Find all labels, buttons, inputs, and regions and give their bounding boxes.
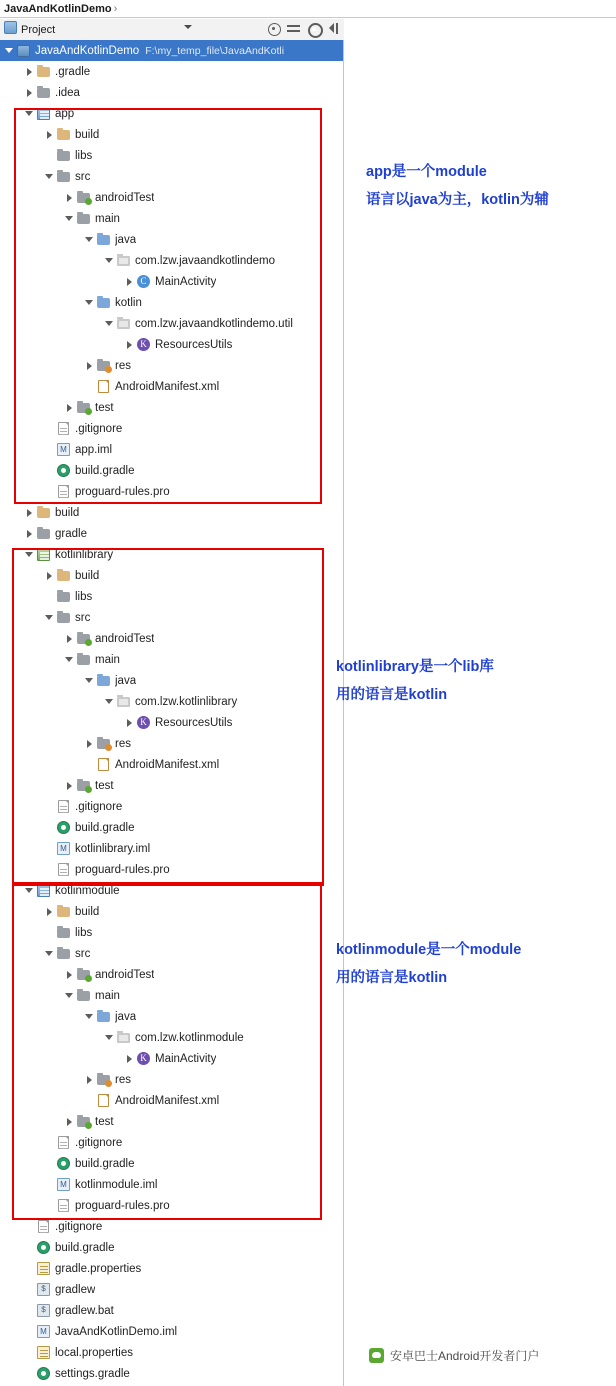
tree-spacer <box>24 1305 35 1316</box>
tree-row[interactable] <box>0 313 343 334</box>
project-icon <box>16 43 31 58</box>
chevron-down-icon[interactable] <box>44 612 55 623</box>
tree-row-label: JavaAndKotlinDemo <box>35 44 140 57</box>
tree-row-label: test <box>95 779 114 792</box>
tree-row[interactable] <box>0 1006 343 1027</box>
tree-row-label: gradlew <box>55 1283 96 1296</box>
chevron-down-icon[interactable] <box>84 234 95 245</box>
tree-row[interactable] <box>0 1027 343 1048</box>
tree-row-label: .idea <box>55 86 80 99</box>
tree-row-label: .gitignore <box>55 1220 103 1233</box>
kotlin-class-icon: K <box>136 1051 151 1066</box>
kotlinmodule-annotation: 用的语言是kotlin <box>336 970 448 986</box>
gradle-file-icon <box>36 1366 51 1381</box>
tree-row-label: .gitignore <box>75 800 123 813</box>
collapse-all-icon[interactable] <box>287 22 300 35</box>
tree-row[interactable] <box>0 1153 343 1174</box>
tree-row[interactable] <box>0 607 343 628</box>
chevron-right-icon[interactable] <box>64 780 75 791</box>
folder-green-icon <box>76 190 91 205</box>
tree-row-label: androidTest <box>95 968 155 981</box>
module-icon <box>36 883 51 898</box>
chevron-right-icon[interactable] <box>24 507 35 518</box>
folder-gray-icon <box>76 988 91 1003</box>
tree-row-path: F:\my_temp_file\JavaAndKotli <box>145 44 285 57</box>
tree-row-label: com.lzw.kotlinmodule <box>135 1031 244 1044</box>
xml-file-icon <box>96 1093 111 1108</box>
library-module-icon <box>36 547 51 562</box>
package-icon <box>116 1030 131 1045</box>
tree-spacer <box>44 591 55 602</box>
tree-row[interactable] <box>0 733 343 754</box>
tree-row-label: build <box>75 569 100 582</box>
tree-spacer <box>44 1179 55 1190</box>
tree-row[interactable] <box>0 292 343 313</box>
tree-row-label: gradle <box>55 527 87 540</box>
tree-row[interactable] <box>0 1216 343 1237</box>
chevron-right-icon[interactable] <box>84 1074 95 1085</box>
tree-row-label: build <box>55 506 80 519</box>
chevron-right-icon[interactable] <box>124 1053 135 1064</box>
folder-green-icon <box>76 778 91 793</box>
tree-row-label: ResourcesUtils <box>155 338 233 351</box>
folder-res-icon <box>96 1072 111 1087</box>
tree-row[interactable] <box>0 859 343 880</box>
tree-row[interactable] <box>0 502 343 523</box>
chevron-right-icon[interactable] <box>24 66 35 77</box>
tree-row[interactable] <box>0 1090 343 1111</box>
chevron-right-icon[interactable] <box>124 339 135 350</box>
java-class-icon: C <box>136 274 151 289</box>
chevron-down-icon[interactable] <box>24 549 35 560</box>
tree-row-label: kotlinlibrary <box>55 548 114 561</box>
chevron-down-icon[interactable] <box>4 45 15 56</box>
tree-row-label: com.lzw.kotlinlibrary <box>135 695 238 708</box>
chevron-down-icon[interactable] <box>104 696 115 707</box>
chevron-down-icon[interactable] <box>84 675 95 686</box>
tree-row[interactable] <box>0 565 343 586</box>
tree-row[interactable] <box>0 901 343 922</box>
tree-row[interactable] <box>0 334 343 355</box>
tree-spacer <box>44 927 55 938</box>
folder-gray-icon <box>56 925 71 940</box>
tree-row[interactable] <box>0 418 343 439</box>
file-icon <box>56 484 71 499</box>
tree-row-label: AndroidManifest.xml <box>115 758 220 771</box>
tree-row[interactable] <box>0 817 343 838</box>
tree-row-label: build.gradle <box>75 464 135 477</box>
folder-res-icon <box>96 358 111 373</box>
package-icon <box>116 694 131 709</box>
tree-row[interactable] <box>0 82 343 103</box>
tree-spacer <box>84 1095 95 1106</box>
tree-row[interactable] <box>0 775 343 796</box>
gradle-file-icon <box>56 463 71 478</box>
tree-row[interactable] <box>0 1111 343 1132</box>
folder-gray-icon <box>36 85 51 100</box>
shell-file-icon: $ <box>36 1303 51 1318</box>
tree-row-label: java <box>115 674 137 687</box>
tree-row-label: build <box>75 905 100 918</box>
gradle-file-icon <box>56 820 71 835</box>
folder-blue-icon <box>96 673 111 688</box>
package-icon <box>116 316 131 331</box>
tree-row-label: MainActivity <box>155 1052 217 1065</box>
tree-row-label: main <box>95 989 120 1002</box>
tree-row-label: kotlin <box>115 296 142 309</box>
tree-spacer <box>44 486 55 497</box>
tree-row-label: build.gradle <box>75 1157 135 1170</box>
wechat-logo-icon <box>369 1348 384 1363</box>
project-icon <box>4 21 17 39</box>
tree-row[interactable] <box>0 103 343 124</box>
tree-spacer <box>44 1137 55 1148</box>
chevron-down-icon[interactable] <box>104 255 115 266</box>
tree-spacer <box>44 843 55 854</box>
tree-row[interactable] <box>0 397 343 418</box>
tree-row[interactable] <box>0 166 343 187</box>
project-tree[interactable] <box>0 40 344 1386</box>
tree-row[interactable] <box>0 40 343 61</box>
tree-spacer <box>44 444 55 455</box>
project-toolwindow-title: Project <box>21 23 56 36</box>
chevron-right-icon[interactable] <box>84 738 95 749</box>
tree-row-label: kotlinmodule <box>55 884 120 897</box>
tree-row[interactable] <box>0 922 343 943</box>
tree-row[interactable] <box>0 985 343 1006</box>
chevron-right-icon[interactable] <box>44 906 55 917</box>
file-icon <box>56 799 71 814</box>
tree-row-label: main <box>95 212 120 225</box>
kotlinlibrary-annotation: kotlinlibrary是一个lib库 <box>336 659 494 675</box>
tree-row-label: local.properties <box>55 1346 133 1359</box>
chevron-right-icon[interactable] <box>24 528 35 539</box>
target-icon[interactable] <box>267 22 280 35</box>
tree-row-label: kotlinlibrary.iml <box>75 842 151 855</box>
tree-row-label: main <box>95 653 120 666</box>
tree-row[interactable] <box>0 229 343 250</box>
tree-row[interactable] <box>0 208 343 229</box>
chevron-down-icon[interactable] <box>84 297 95 308</box>
tree-row-label: test <box>95 1115 114 1128</box>
tree-row[interactable] <box>0 523 343 544</box>
chevron-right-icon[interactable] <box>44 129 55 140</box>
tree-row-label: kotlinmodule.iml <box>75 1178 158 1191</box>
tree-row[interactable] <box>0 712 343 733</box>
tree-row-label: androidTest <box>95 191 155 204</box>
tree-row-label: proguard-rules.pro <box>75 485 170 498</box>
tree-row[interactable] <box>0 628 343 649</box>
tree-row-label: res <box>115 1073 131 1086</box>
tree-row[interactable] <box>0 439 343 460</box>
tree-row[interactable] <box>0 250 343 271</box>
tree-row-label: .gradle <box>55 65 91 78</box>
tree-spacer <box>24 1242 35 1253</box>
tree-row-label: com.lzw.javaandkotlindemo.util <box>135 317 293 330</box>
chevron-right-icon[interactable] <box>84 360 95 371</box>
tree-row-label: settings.gradle <box>55 1367 130 1380</box>
tree-spacer <box>24 1221 35 1232</box>
tree-row-label: app.iml <box>75 443 113 456</box>
file-icon <box>56 1135 71 1150</box>
chevron-down-icon[interactable] <box>64 213 75 224</box>
folder-gray-icon <box>56 148 71 163</box>
tree-row[interactable] <box>0 880 343 901</box>
tree-row[interactable] <box>0 1279 343 1300</box>
folder-orange-icon <box>36 505 51 520</box>
tree-row[interactable] <box>0 124 343 145</box>
tree-spacer <box>24 1263 35 1274</box>
iml-file-icon: M <box>36 1324 51 1339</box>
folder-green-icon <box>76 400 91 415</box>
tree-row[interactable] <box>0 1195 343 1216</box>
tree-row[interactable] <box>0 586 343 607</box>
tree-row[interactable] <box>0 838 343 859</box>
tree-spacer <box>24 1326 35 1337</box>
app-annotation: app是一个module <box>366 164 487 180</box>
tree-row-label: .gitignore <box>75 422 123 435</box>
xml-file-icon <box>96 379 111 394</box>
folder-gray-icon <box>76 211 91 226</box>
tree-row[interactable] <box>0 1363 343 1384</box>
tree-row-label: res <box>115 359 131 372</box>
tree-spacer <box>44 801 55 812</box>
folder-gray-icon <box>56 169 71 184</box>
breadcrumb <box>0 0 616 18</box>
chevron-down-icon[interactable] <box>184 25 192 29</box>
project-toolwindow-header <box>0 19 344 41</box>
folder-orange-icon <box>36 64 51 79</box>
tree-spacer <box>44 423 55 434</box>
folder-gray-icon <box>56 610 71 625</box>
chevron-down-icon[interactable] <box>64 654 75 665</box>
gradle-file-icon <box>36 1240 51 1255</box>
folder-green-icon <box>76 967 91 982</box>
folder-green-icon <box>76 1114 91 1129</box>
chevron-down-icon[interactable] <box>104 318 115 329</box>
folder-orange-icon <box>56 127 71 142</box>
kotlinmodule-annotation: kotlinmodule是一个module <box>336 942 522 958</box>
tree-spacer <box>24 1368 35 1379</box>
tree-row-label: gradlew.bat <box>55 1304 114 1317</box>
tree-row-label: java <box>115 1010 137 1023</box>
tree-row[interactable] <box>0 1321 343 1342</box>
tree-row[interactable] <box>0 964 343 985</box>
chevron-down-icon[interactable] <box>64 990 75 1001</box>
tree-row-label: MainActivity <box>155 275 217 288</box>
tree-row-label: test <box>95 401 114 414</box>
watermark <box>369 1347 539 1364</box>
tree-row-label: src <box>75 611 91 624</box>
chevron-right-icon[interactable] <box>124 276 135 287</box>
iml-file-icon: M <box>56 841 71 856</box>
tree-row[interactable] <box>0 481 343 502</box>
tree-row[interactable] <box>0 1048 343 1069</box>
chevron-down-icon[interactable] <box>44 171 55 182</box>
tree-row-label: build.gradle <box>55 1241 115 1254</box>
folder-gray-icon <box>56 946 71 961</box>
package-icon <box>116 253 131 268</box>
gradle-file-icon <box>56 1156 71 1171</box>
folder-blue-icon <box>96 232 111 247</box>
chevron-right-icon[interactable] <box>64 969 75 980</box>
tree-row[interactable] <box>0 1132 343 1153</box>
tree-row[interactable] <box>0 1258 343 1279</box>
tree-row[interactable] <box>0 1069 343 1090</box>
chevron-right-icon[interactable] <box>64 192 75 203</box>
chevron-right-icon[interactable] <box>64 402 75 413</box>
tree-spacer <box>44 864 55 875</box>
tree-row[interactable] <box>0 943 343 964</box>
tree-row[interactable] <box>0 691 343 712</box>
tree-row-label: gradle.properties <box>55 1262 142 1275</box>
kotlinlibrary-annotation: 用的语言是kotlin <box>336 687 448 703</box>
iml-file-icon: M <box>56 1177 71 1192</box>
tree-row[interactable] <box>0 271 343 292</box>
chevron-down-icon[interactable] <box>24 885 35 896</box>
folder-res-icon <box>96 736 111 751</box>
folder-orange-icon <box>56 904 71 919</box>
tree-row-label: libs <box>75 149 93 162</box>
hide-icon[interactable] <box>327 22 340 35</box>
module-icon <box>36 106 51 121</box>
tree-spacer <box>44 1200 55 1211</box>
tree-row[interactable] <box>0 754 343 775</box>
file-icon <box>56 421 71 436</box>
chevron-right-icon[interactable] <box>124 717 135 728</box>
chevron-right-icon[interactable] <box>24 87 35 98</box>
tree-row-label: androidTest <box>95 632 155 645</box>
iml-file-icon: M <box>56 442 71 457</box>
tree-spacer <box>44 150 55 161</box>
chevron-down-icon[interactable] <box>24 108 35 119</box>
tree-spacer <box>84 759 95 770</box>
tree-spacer <box>44 1158 55 1169</box>
tree-row-label: java <box>115 233 137 246</box>
tree-row-label: AndroidManifest.xml <box>115 380 220 393</box>
tree-row[interactable] <box>0 145 343 166</box>
tree-row-label: build <box>75 128 100 141</box>
tree-row[interactable] <box>0 61 343 82</box>
folder-gray-icon <box>56 589 71 604</box>
tree-row-label: app <box>55 107 75 120</box>
chevron-right-icon[interactable] <box>64 1116 75 1127</box>
tree-row-label: libs <box>75 926 93 939</box>
tree-spacer <box>44 822 55 833</box>
folder-gray-icon <box>76 652 91 667</box>
shell-file-icon: $ <box>36 1282 51 1297</box>
tree-row[interactable] <box>0 1237 343 1258</box>
file-icon <box>56 862 71 877</box>
properties-file-icon <box>36 1345 51 1360</box>
breadcrumb-item-project[interactable]: JavaAndKotlinDemo <box>4 2 112 15</box>
watermark-text: 安卓巴士Android开发者门户 <box>390 1349 540 1363</box>
toolwindow-buttons <box>267 22 340 35</box>
app-annotation: 语言以java为主，kotlin为辅 <box>366 192 549 208</box>
folder-gray-icon <box>36 526 51 541</box>
file-icon <box>56 1198 71 1213</box>
tree-row[interactable] <box>0 796 343 817</box>
tree-row-label: libs <box>75 590 93 603</box>
tree-row[interactable] <box>0 1342 343 1363</box>
tree-row-label: JavaAndKotlinDemo.iml <box>55 1325 178 1338</box>
tree-row-label: res <box>115 737 131 750</box>
tree-row[interactable] <box>0 649 343 670</box>
tree-row[interactable] <box>0 544 343 565</box>
tree-spacer <box>24 1284 35 1295</box>
tree-row[interactable] <box>0 376 343 397</box>
file-icon <box>36 1219 51 1234</box>
folder-blue-icon <box>96 295 111 310</box>
properties-file-icon <box>36 1261 51 1276</box>
tree-row-label: AndroidManifest.xml <box>115 1094 220 1107</box>
tree-row-label: build.gradle <box>75 821 135 834</box>
tree-row-label: com.lzw.javaandkotlindemo <box>135 254 275 267</box>
kotlin-class-icon: K <box>136 715 151 730</box>
tree-row[interactable] <box>0 187 343 208</box>
chevron-down-icon[interactable] <box>104 1032 115 1043</box>
chevron-right-icon[interactable] <box>44 570 55 581</box>
chevron-down-icon[interactable] <box>44 948 55 959</box>
chevron-right-icon[interactable] <box>64 633 75 644</box>
tree-row-label: .gitignore <box>75 1136 123 1149</box>
tree-row[interactable] <box>0 1174 343 1195</box>
tree-spacer <box>44 465 55 476</box>
kotlin-class-icon: K <box>136 337 151 352</box>
tree-spacer <box>84 381 95 392</box>
folder-blue-icon <box>96 1009 111 1024</box>
tree-row[interactable] <box>0 460 343 481</box>
chevron-down-icon[interactable] <box>84 1011 95 1022</box>
xml-file-icon <box>96 757 111 772</box>
tree-row[interactable] <box>0 670 343 691</box>
tree-row-label: src <box>75 170 91 183</box>
breadcrumb-separator-icon: › <box>113 2 118 15</box>
folder-green-icon <box>76 631 91 646</box>
gear-icon[interactable] <box>307 22 320 35</box>
tree-row-label: ResourcesUtils <box>155 716 233 729</box>
tree-row-label: proguard-rules.pro <box>75 1199 170 1212</box>
tree-row-label: proguard-rules.pro <box>75 863 170 876</box>
tree-row[interactable] <box>0 355 343 376</box>
tree-row[interactable] <box>0 1300 343 1321</box>
tree-row-label: src <box>75 947 91 960</box>
folder-orange-icon <box>56 568 71 583</box>
tree-spacer <box>24 1347 35 1358</box>
